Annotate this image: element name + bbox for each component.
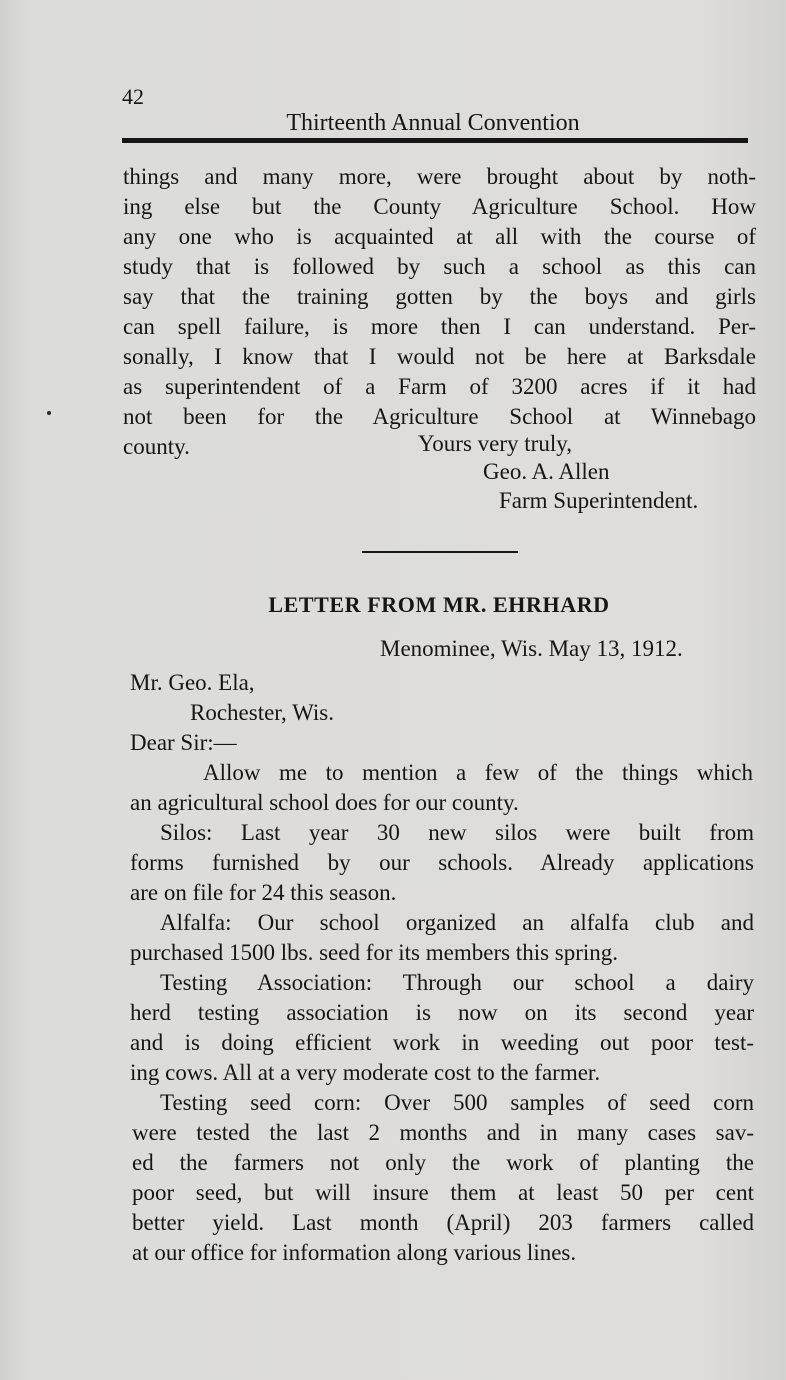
body-line: can spell failure, is more then I can understand. Per-	[123, 314, 756, 339]
running-head-text: Thirteenth Annual Convention	[286, 110, 580, 136]
body-line: an agricultural school does for our county.	[130, 790, 519, 815]
body-last-line: county.	[123, 434, 190, 459]
body-line: any one who is acquainted at all with the course of	[123, 224, 756, 249]
body-line: ing else but the County Agriculture School. How	[123, 194, 756, 219]
body-line: were tested the last 2 months and in many cases sav-	[132, 1120, 754, 1145]
body-line: herd testing association is now on its second year	[130, 1000, 754, 1025]
header-rule	[122, 138, 748, 143]
section-heading	[0, 590, 786, 620]
addressee-address: Rochester, Wis.	[190, 700, 335, 725]
signature-title: Farm Superintendent.	[499, 488, 699, 513]
body-line: are on file for 24 this season.	[130, 880, 397, 905]
body-line: better yield. Last month (April) 203 farmers called	[132, 1210, 754, 1235]
page-number: 42	[122, 84, 144, 109]
body-line: Silos: Last year 30 new silos were built from	[160, 820, 754, 845]
body-line: forms furnished by our schools. Already applications	[130, 850, 754, 875]
body-line: Testing seed corn: Over 500 samples of seed corn	[160, 1090, 754, 1115]
body-line: Allow me to mention a few of the things which	[203, 760, 753, 785]
body-line: not been for the Agriculture School at Winnebago	[123, 404, 756, 429]
section-heading-text: LETTER FROM MR. EHRHARD	[268, 592, 610, 617]
body-line: as superintendent of a Farm of 3200 acres if it had	[123, 374, 756, 399]
salutation: Dear Sir:—	[130, 730, 237, 755]
running-head	[0, 108, 786, 138]
body-line: and is doing efficient work in weeding out poor test-	[130, 1030, 754, 1055]
body-line: sonally, I know that I would not be here at Barksdale	[123, 344, 756, 369]
body-line: say that the training gotten by the boys and girls	[123, 284, 756, 309]
addressee-name: Mr. Geo. Ela,	[130, 670, 255, 695]
body-line: Alfalfa: Our school organized an alfalfa club and	[160, 910, 754, 935]
body-line: Testing Association: Through our school a dairy	[160, 970, 754, 995]
body-line: at our office for information along various lines.	[132, 1240, 577, 1265]
margin-speck	[47, 411, 51, 415]
signature-name: Geo. A. Allen	[483, 459, 610, 484]
dateline: Menominee, Wis. May 13, 1912.	[380, 636, 683, 661]
body-line: ing cows. All at a very moderate cost to the farmer.	[130, 1060, 601, 1085]
body-line: purchased 1500 lbs. seed for its members this spring.	[130, 940, 619, 965]
body-line: ed the farmers not only the work of planting the	[132, 1150, 754, 1175]
section-divider	[362, 551, 518, 553]
body-line: things and many more, were brought about by noth-	[123, 164, 756, 189]
body-line: study that is followed by such a school as this can	[123, 254, 756, 279]
body-line: poor seed, but will insure them at least 50 per cent	[132, 1180, 754, 1205]
complimentary-close: Yours very truly,	[418, 431, 572, 456]
